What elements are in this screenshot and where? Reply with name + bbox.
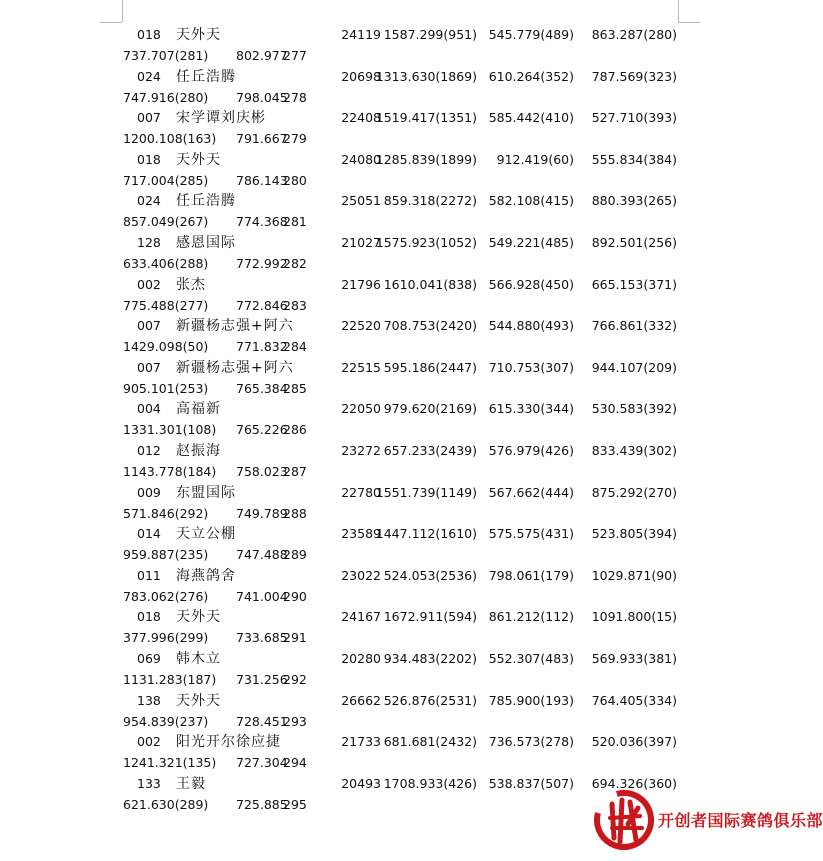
result-record — [0, 608, 801, 650]
record-score: 771.832 — [236, 339, 288, 355]
record-code: 138 — [137, 692, 161, 708]
record-rank: 291 — [283, 630, 307, 646]
result-record — [0, 317, 801, 359]
record-name: 张杰 — [176, 276, 206, 293]
record-speed-2: 710.753(307) — [488, 359, 574, 375]
record-speed-3: 520.036(397) — [591, 734, 677, 750]
record-score: 791.667 — [236, 131, 288, 147]
record-score: 733.685 — [236, 630, 288, 646]
record-line-2 — [0, 172, 801, 190]
record-score: 758.023 — [236, 463, 288, 479]
record-speed-3: 944.107(209) — [591, 359, 677, 375]
record-name: 新疆杨志强+阿六 — [176, 359, 294, 376]
record-rank: 293 — [283, 713, 307, 729]
record-ring-number: 20493 — [341, 775, 381, 791]
record-speed-2: 552.307(483) — [488, 650, 574, 666]
record-ring-number: 25051 — [341, 193, 381, 209]
record-line-1 — [0, 650, 801, 668]
record-line-2 — [0, 421, 801, 439]
record-speed-4: 1331.301(108) — [123, 422, 217, 438]
record-speed-1: 1519.417(1351) — [375, 110, 477, 126]
record-line-2 — [0, 255, 801, 273]
record-speed-4: 1200.108(163) — [123, 131, 217, 147]
record-line-2 — [0, 505, 801, 523]
record-name: 任丘浩腾 — [176, 68, 236, 85]
record-ring-number: 21733 — [341, 734, 381, 750]
record-speed-1: 859.318(2272) — [383, 193, 477, 209]
record-speed-1: 934.483(2202) — [383, 650, 477, 666]
record-name: 天立公棚 — [176, 526, 236, 543]
record-speed-3: 892.501(256) — [591, 234, 677, 250]
record-speed-3: 530.583(392) — [591, 401, 677, 417]
record-line-1 — [0, 68, 801, 86]
result-record — [0, 234, 801, 276]
record-speed-4: 717.004(285) — [123, 172, 209, 188]
result-record — [0, 400, 801, 442]
record-rank: 277 — [283, 48, 307, 63]
record-rank: 282 — [283, 255, 307, 271]
record-rank: 280 — [283, 172, 307, 188]
record-line-2 — [0, 671, 801, 689]
record-name: 天外天 — [176, 692, 221, 709]
record-ring-number: 23272 — [341, 442, 381, 458]
record-code: 002 — [137, 276, 161, 292]
record-name: 宋学谭刘庆彬 — [176, 110, 266, 127]
result-record — [0, 525, 801, 567]
record-score: 731.256 — [236, 671, 288, 687]
record-code: 024 — [137, 193, 161, 209]
record-name: 东盟国际 — [176, 484, 236, 501]
result-record — [0, 109, 801, 151]
record-line-1 — [0, 733, 801, 751]
record-score: 802.977 — [236, 48, 288, 63]
record-rank: 286 — [283, 422, 307, 438]
record-speed-1: 681.681(2432) — [383, 734, 477, 750]
record-speed-4: 954.839(237) — [123, 713, 209, 729]
record-speed-3: 1091.800(15) — [591, 609, 677, 625]
result-record — [0, 276, 801, 318]
record-name: 阳光开尔徐应捷 — [176, 734, 281, 751]
record-code: 011 — [137, 567, 161, 583]
margin-corner-top-left-h — [100, 22, 122, 23]
record-speed-1: 1285.839(1899) — [375, 151, 477, 167]
record-code: 024 — [137, 68, 161, 84]
record-rank: 278 — [283, 89, 307, 105]
record-speed-4: 959.887(235) — [123, 547, 209, 563]
record-name: 天外天 — [176, 151, 221, 168]
record-line-1 — [0, 484, 801, 502]
record-rank: 285 — [283, 380, 307, 396]
record-speed-1: 1610.041(838) — [383, 276, 477, 292]
record-speed-3: 863.287(280) — [591, 27, 677, 42]
record-code: 128 — [137, 234, 161, 250]
record-speed-2: 575.575(431) — [488, 526, 574, 542]
record-line-1 — [0, 192, 801, 210]
club-name: 开创者国际赛鸽俱乐部 — [658, 811, 823, 830]
record-code: 007 — [137, 318, 161, 334]
record-speed-4: 747.916(280) — [123, 89, 209, 105]
record-speed-1: 526.876(2531) — [383, 692, 477, 708]
record-line-1 — [0, 151, 801, 169]
record-name: 天外天 — [176, 27, 221, 43]
record-name: 韩木立 — [176, 650, 221, 667]
record-rank: 292 — [283, 671, 307, 687]
record-name: 天外天 — [176, 609, 221, 626]
result-record — [0, 68, 801, 110]
record-line-2 — [0, 338, 801, 356]
result-record — [0, 692, 801, 734]
record-score: 774.368 — [236, 214, 288, 230]
record-speed-1: 1447.112(1610) — [375, 526, 477, 542]
record-ring-number: 22408 — [341, 110, 381, 126]
record-score: 747.488 — [236, 547, 288, 563]
record-speed-4: 1143.778(184) — [123, 463, 217, 479]
record-ring-number: 20698 — [341, 68, 381, 84]
record-rank: 288 — [283, 505, 307, 521]
record-speed-1: 1587.299(951) — [383, 27, 477, 42]
record-ring-number: 22520 — [341, 318, 381, 334]
record-line-1 — [0, 109, 801, 127]
record-line-1 — [0, 608, 801, 626]
record-code: 007 — [137, 110, 161, 126]
record-speed-3: 766.861(332) — [591, 318, 677, 334]
result-record — [0, 359, 801, 401]
record-ring-number: 21027 — [341, 234, 381, 250]
record-line-2 — [0, 47, 801, 65]
record-ring-number: 23589 — [341, 526, 381, 542]
record-speed-4: 1131.283(187) — [123, 671, 217, 687]
record-speed-4: 1241.321(135) — [123, 755, 217, 771]
record-line-1 — [0, 442, 801, 460]
record-speed-2: 615.330(344) — [488, 401, 574, 417]
record-rank: 290 — [283, 588, 307, 604]
record-speed-3: 523.805(394) — [591, 526, 677, 542]
record-speed-3: 665.153(371) — [591, 276, 677, 292]
record-score: 728.451 — [236, 713, 288, 729]
record-speed-4: 377.996(299) — [123, 630, 209, 646]
margin-corner-top-right-h — [678, 22, 700, 23]
record-line-2 — [0, 89, 801, 107]
record-rank: 281 — [283, 214, 307, 230]
record-rank: 287 — [283, 463, 307, 479]
record-line-2 — [0, 713, 801, 731]
record-ring-number: 22780 — [341, 484, 381, 500]
record-speed-4: 737.707(281) — [123, 48, 209, 63]
record-code: 007 — [137, 359, 161, 375]
record-speed-2: 736.573(278) — [488, 734, 574, 750]
record-speed-3: 787.569(323) — [591, 68, 677, 84]
result-record — [0, 484, 801, 526]
record-line-1 — [0, 26, 801, 44]
record-speed-2: 576.979(426) — [488, 442, 574, 458]
record-line-2 — [0, 213, 801, 231]
results-list — [0, 26, 801, 816]
record-score: 772.992 — [236, 255, 288, 271]
record-line-2 — [0, 588, 801, 606]
record-speed-2: 798.061(179) — [488, 567, 574, 583]
record-ring-number: 24080 — [341, 151, 381, 167]
record-name: 王毅 — [176, 775, 206, 792]
club-seal-icon — [592, 788, 658, 852]
record-speed-2: 549.221(485) — [488, 234, 574, 250]
record-speed-2: 545.779(489) — [488, 27, 574, 42]
result-record — [0, 650, 801, 692]
record-code: 069 — [137, 650, 161, 666]
record-ring-number: 26662 — [341, 692, 381, 708]
record-code: 002 — [137, 734, 161, 750]
record-line-1 — [0, 525, 801, 543]
record-speed-3: 1029.871(90) — [591, 567, 677, 583]
result-record — [0, 26, 801, 68]
record-code: 018 — [137, 609, 161, 625]
record-speed-3: 694.326(360) — [591, 775, 677, 791]
record-speed-4: 633.406(288) — [123, 255, 209, 271]
record-ring-number: 22050 — [341, 401, 381, 417]
record-line-1 — [0, 400, 801, 418]
club-logo — [592, 788, 823, 852]
record-speed-4: 571.846(292) — [123, 505, 209, 521]
record-speed-1: 1551.739(1149) — [375, 484, 477, 500]
record-line-1 — [0, 692, 801, 710]
record-ring-number: 21796 — [341, 276, 381, 292]
record-speed-2: 861.212(112) — [488, 609, 574, 625]
record-line-2 — [0, 380, 801, 398]
record-speed-1: 1672.911(594) — [383, 609, 477, 625]
record-speed-3: 880.393(265) — [591, 193, 677, 209]
margin-corner-top-right — [678, 0, 679, 22]
record-speed-2: 912.419(60) — [496, 151, 574, 167]
record-speed-1: 524.053(2536) — [383, 567, 477, 583]
record-line-2 — [0, 754, 801, 772]
record-name: 高福新 — [176, 401, 221, 418]
record-speed-2: 566.928(450) — [488, 276, 574, 292]
record-name: 新疆杨志强+阿六 — [176, 318, 294, 335]
record-score: 786.143 — [236, 172, 288, 188]
record-score: 765.226 — [236, 422, 288, 438]
record-rank: 289 — [283, 547, 307, 563]
record-speed-3: 764.405(334) — [591, 692, 677, 708]
record-line-2 — [0, 130, 801, 148]
record-ring-number: 22515 — [341, 359, 381, 375]
record-speed-1: 979.620(2169) — [383, 401, 477, 417]
record-line-1 — [0, 234, 801, 252]
record-name: 海燕鸽舍 — [176, 567, 236, 584]
record-line-2 — [0, 463, 801, 481]
record-line-2 — [0, 546, 801, 564]
result-record — [0, 151, 801, 193]
record-speed-2: 567.662(444) — [488, 484, 574, 500]
record-code: 004 — [137, 401, 161, 417]
record-score: 725.885 — [236, 796, 288, 812]
record-speed-1: 657.233(2439) — [383, 442, 477, 458]
record-ring-number: 23022 — [341, 567, 381, 583]
record-speed-2: 585.442(410) — [488, 110, 574, 126]
result-record — [0, 733, 801, 775]
record-code: 009 — [137, 484, 161, 500]
record-score: 741.004 — [236, 588, 288, 604]
record-ring-number: 20280 — [341, 650, 381, 666]
record-speed-2: 785.900(193) — [488, 692, 574, 708]
record-speed-2: 582.108(415) — [488, 193, 574, 209]
record-line-1 — [0, 567, 801, 585]
record-speed-4: 857.049(267) — [123, 214, 209, 230]
record-speed-4: 621.630(289) — [123, 796, 209, 812]
record-speed-1: 1313.630(1869) — [375, 68, 477, 84]
record-speed-2: 538.837(507) — [488, 775, 574, 791]
record-speed-3: 875.292(270) — [591, 484, 677, 500]
record-speed-4: 775.488(277) — [123, 297, 209, 313]
record-speed-4: 783.062(276) — [123, 588, 209, 604]
record-rank: 279 — [283, 131, 307, 147]
record-rank: 284 — [283, 339, 307, 355]
record-name: 任丘浩腾 — [176, 193, 236, 210]
record-rank: 283 — [283, 297, 307, 313]
record-score: 727.304 — [236, 755, 288, 771]
record-name: 感恩国际 — [176, 234, 236, 251]
record-speed-3: 833.439(302) — [591, 442, 677, 458]
record-code: 018 — [137, 151, 161, 167]
record-rank: 295 — [283, 796, 307, 812]
record-code: 014 — [137, 526, 161, 542]
margin-corner-top-left — [122, 0, 123, 22]
record-line-2 — [0, 297, 801, 315]
record-speed-2: 610.264(352) — [488, 68, 574, 84]
record-ring-number: 24119 — [341, 27, 381, 42]
record-line-1 — [0, 276, 801, 294]
record-speed-1: 1575.923(1052) — [375, 234, 477, 250]
record-line-2 — [0, 629, 801, 647]
record-speed-3: 569.933(381) — [591, 650, 677, 666]
record-score: 765.384 — [236, 380, 288, 396]
record-name: 赵振海 — [176, 442, 221, 459]
record-score: 772.846 — [236, 297, 288, 313]
result-record — [0, 442, 801, 484]
record-speed-1: 708.753(2420) — [383, 318, 477, 334]
record-code: 018 — [137, 27, 161, 42]
result-record — [0, 192, 801, 234]
record-line-1 — [0, 359, 801, 377]
record-rank: 294 — [283, 755, 307, 771]
record-speed-1: 1708.933(426) — [383, 775, 477, 791]
record-speed-3: 527.710(393) — [591, 110, 677, 126]
record-score: 749.789 — [236, 505, 288, 521]
result-record — [0, 567, 801, 609]
record-speed-3: 555.834(384) — [591, 151, 677, 167]
record-code: 133 — [137, 775, 161, 791]
record-speed-2: 544.880(493) — [488, 318, 574, 334]
record-line-1 — [0, 317, 801, 335]
record-ring-number: 24167 — [341, 609, 381, 625]
record-score: 798.045 — [236, 89, 288, 105]
record-speed-4: 1429.098(50) — [123, 339, 209, 355]
record-code: 012 — [137, 442, 161, 458]
record-speed-1: 595.186(2447) — [383, 359, 477, 375]
record-speed-4: 905.101(253) — [123, 380, 209, 396]
